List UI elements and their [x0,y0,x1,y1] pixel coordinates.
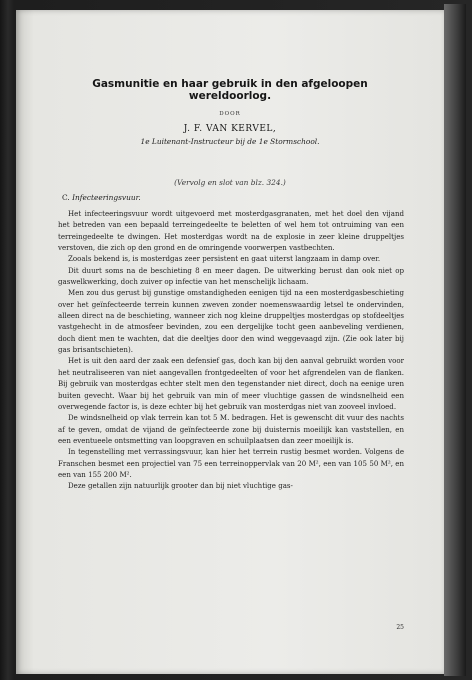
article-title [16,78,444,102]
paragraph: Dit duurt soms na de beschieting 8 en meer dagen. De uitwerking berust dan ook niet op gaswelkwerking, doch zuiver op infectie van het menschelijk lichaam. [58,265,404,287]
section-title: Infecteeringsvuur. [72,193,141,202]
document-page [16,10,444,674]
page-edge [444,4,466,676]
section-heading [62,193,402,202]
author-rank: 1e Luitenant-Instructeur bij de 1e Stormschool. [140,137,320,146]
paragraph: Men zou dus gerust bij gunstige omstandigheden eenigen tijd na een mosterdgasbeschieting over het geïnfecteerde terrein kunnen zweven zonder noemenswaardig letsel te ondervinden, alleen direct na de beschieting, wanneer zich nog kleine druppeltjes mosterdgas op stofdeeltjes vastgehecht in de atmosfeer bevinden, zou een dergelijke tocht geen aanbeveling verdienen, doch dient men te wachten, dat die deeltjes door den wind weggevaagd zijn. (Zie ook later bij gas brisantschieten). [58,288,404,355]
article-body [58,208,404,492]
article-title-line-1: Gasmunitie en haar gebruik in den afgeloopen [92,78,368,90]
paragraph: In tegenstelling met verrassingsvuur, kan hier het terrein rustig besmet worden. Volgens de Franschen besmet een projectiel van 75 een terreinoppervlak van 20 M², een van 105 50 M², en een van 155 200 M². [58,447,404,479]
paragraph: De windsnelheid op vlak terrein kan tot 5 M. bedragen. Het is gewenscht dit vuur des nachts af te geven, omdat de vijand de geïnfecteerde zone bij duisternis moeilijk kan vaststellen, en een eventueele ontsmetting van loopgraven en schuilplaatsen dan zeer moeilijk is. [58,413,404,445]
article-title-line-2: wereldoorlog. [188,90,272,102]
continuation-note: (Vervolg en slot van blz. 324.) [174,178,286,187]
byline-label: DOOR [219,111,241,117]
paragraph: Het is uit den aard der zaak een defensief gas, doch kan bij den aanval gebruikt worden voor het neutraliseeren van niet aangevallen frontgedeelten of voor het afgrendelen van de flanken. Bij gebruik van mosterdgas echter stelt men den tegenstander niet direct, doch na eenige uren buiten gevecht. Waar bij het gebruik van min of meer vluchtige gassen de windsnelheid een overwegende factor is, is deze echter bij het gebruik van mosterdgas niet van zooveel invloed. [58,356,404,411]
paragraph: Deze getallen zijn natuurlijk grooter dan bij niet vluchtige gas- [68,481,293,491]
paragraph: Zooals bekend is, is mosterdgas zeer persistent en gaat uiterst langzaam in damp over. [68,254,381,264]
page-number: 25 [396,624,404,631]
section-letter: C. [62,193,70,202]
author-name: J. F. VAN KERVEL, [183,124,277,134]
paragraph: Het infecteeringsvuur wordt uitgevoerd met mosterdgasgranaten, met het doel den vijand het betreden van een bepaald terreingedeelte te beletten of wel hem tot ontruiming van een terreingedeelte te dwingen. Het mosterdgas wordt na de explosie in zeer kleine druppeltjes verstoven, die zich op den grond en de omringende voorwerpen vastbechten. [58,209,404,253]
